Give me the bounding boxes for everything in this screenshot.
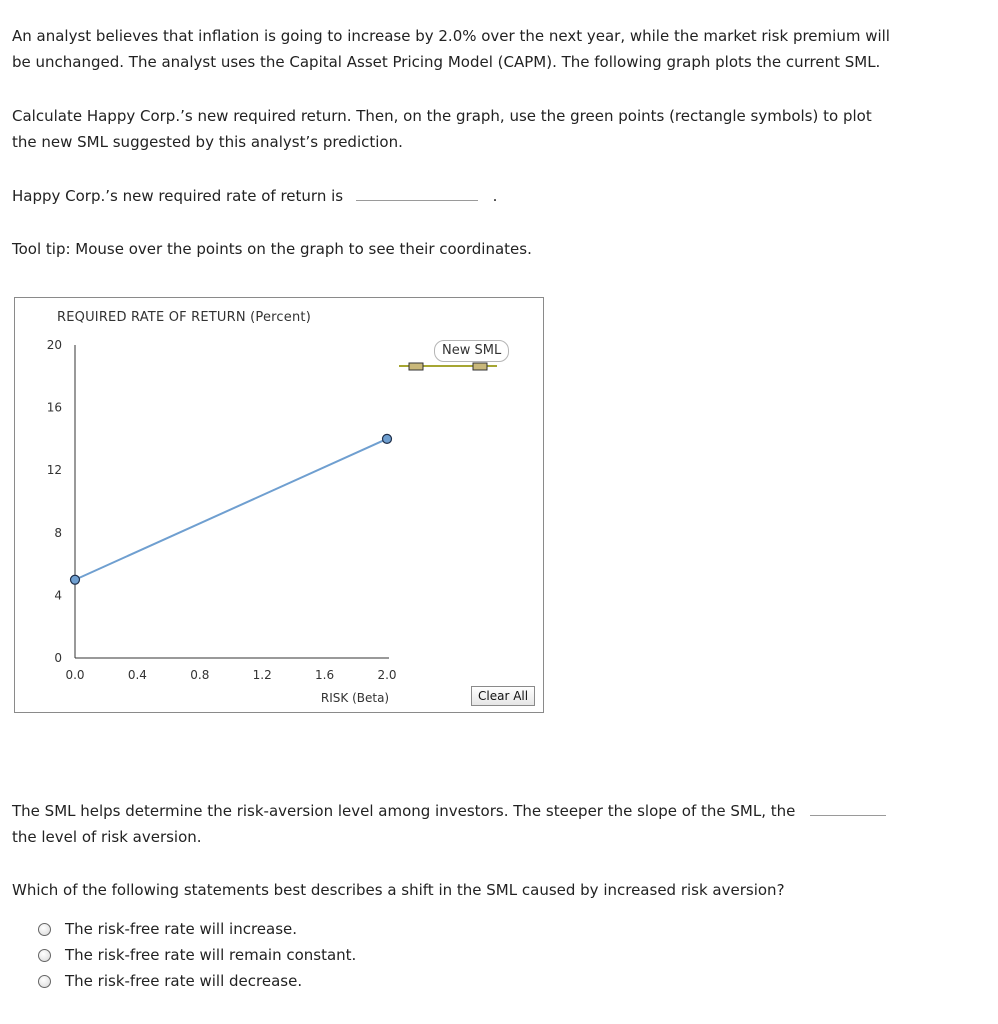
sml-question-line-2: the level of risk aversion. [12,828,202,846]
slope-answer-dropdown[interactable] [810,805,886,816]
x-tick-label: 0.0 [65,668,85,682]
task-line-2: the new SML suggested by this analyst’s prediction. [12,133,403,151]
radio-button[interactable] [38,923,51,936]
y-tick-label: 4 [54,588,62,603]
tooltip-text: Tool tip: Mouse over the points on the graph to see their coordinates. [12,240,532,258]
y-tick-label: 8 [54,525,62,540]
x-tick-label: 2.0 [377,668,397,682]
answer-prompt-label: Happy Corp.’s new required rate of return is [12,187,344,205]
y-tick-label: 16 [46,400,62,415]
current-sml-line [75,439,387,580]
task-line-1: Calculate Happy Corp.’s new required return. Then, on the graph, use the green points (rectangle symbols) to plot [12,107,872,125]
x-axis-label: RISK (Beta) [320,691,390,705]
answer-prompt-row [12,183,497,209]
sml-question-line-1: The SML helps determine the risk-aversion level among investors. The steeper the slope of the SML, the [12,802,796,820]
new-sml-legend: New SML [434,340,509,362]
option-constant[interactable] [38,944,356,966]
required-return-dropdown[interactable] [356,190,478,201]
x-tick-label: 1.2 [252,668,272,682]
sml-question-row [12,798,886,824]
sml-graph [14,297,544,713]
intro-line-1: An analyst believes that inflation is going to increase by 2.0% over the next year, while the market risk premium will [12,27,890,45]
y-tick-label: 12 [46,463,62,478]
option-increase[interactable] [38,918,297,940]
current-sml-point[interactable] [383,434,392,443]
radio-button[interactable] [38,975,51,988]
option-label: The risk-free rate will remain constant. [65,946,357,964]
answer-period: . [492,187,498,205]
intro-line-2: be unchanged. The analyst uses the Capital Asset Pricing Model (CAPM). The following graph plots the current SML. [12,53,881,71]
x-tick-label: 0.4 [127,668,147,682]
x-tick-label: 1.6 [315,668,335,682]
new-sml-point-1[interactable] [409,363,423,370]
current-sml-point[interactable] [71,575,80,584]
new-sml-point-2[interactable] [473,363,487,370]
clear-all-button[interactable]: Clear All [471,686,535,706]
y-tick-label: 0 [54,651,62,665]
radio-button[interactable] [38,949,51,962]
option-label: The risk-free rate will decrease. [65,972,303,990]
y-tick-label: 20 [46,338,62,352]
option-decrease[interactable] [38,970,302,992]
chart-title: REQUIRED RATE OF RETURN (Percent) [57,310,311,325]
shift-question-prompt: Which of the following statements best describes a shift in the SML caused by increased risk aversion? [12,881,785,899]
option-label: The risk-free rate will increase. [65,920,298,938]
x-tick-label: 0.8 [190,668,210,682]
